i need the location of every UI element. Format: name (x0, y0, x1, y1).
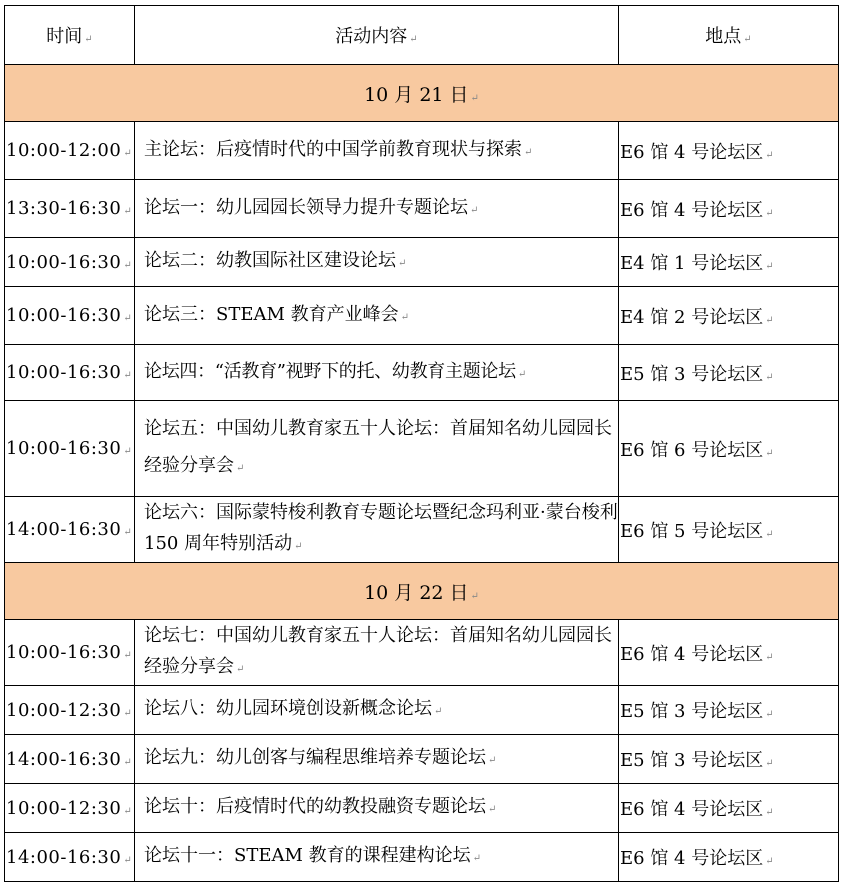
time-cell: 14:00-16:30 ↵ (5, 497, 135, 563)
table-row (5, 287, 839, 345)
location-cell: E6 馆 4 号论坛区 ↵ (619, 833, 839, 882)
activity-cell: 论坛三：STEAM 教育产业峰会 ↵ (135, 287, 619, 345)
activity-cell: 论坛四：“活教育”视野下的托、幼教育主题论坛 ↵ (135, 345, 619, 401)
location-cell: E4 馆 1 号论坛区 ↵ (619, 238, 839, 287)
date-row-day1 (5, 65, 839, 122)
location-cell: E5 馆 3 号论坛区 ↵ (619, 686, 839, 735)
header-location: 地点 ↵ (619, 6, 839, 65)
table-row (5, 180, 839, 238)
location-cell: E6 馆 4 号论坛区 ↵ (619, 784, 839, 833)
activity-cell: 主论坛：后疫情时代的中国学前教育现状与探索 ↵ (135, 122, 619, 180)
activity-cell: 论坛五：中国幼儿教育家五十人论坛：首届知名幼儿园园长经验分享会 ↵ (135, 401, 619, 497)
activity-cell: 论坛八：幼儿园环境创设新概念论坛 ↵ (135, 686, 619, 735)
activity-cell: 论坛十：后疫情时代的幼教投融资专题论坛 ↵ (135, 784, 619, 833)
header-row (5, 6, 839, 65)
location-cell: E6 馆 4 号论坛区 ↵ (619, 122, 839, 180)
table-row (5, 686, 839, 735)
table-row (5, 735, 839, 784)
time-cell: 10:00-12:30 ↵ (5, 784, 135, 833)
activity-cell: 论坛九：幼儿创客与编程思维培养专题论坛 ↵ (135, 735, 619, 784)
location-cell: E6 馆 4 号论坛区 ↵ (619, 180, 839, 238)
location-cell: E4 馆 2 号论坛区 ↵ (619, 287, 839, 345)
time-cell: 14:00-16:30 ↵ (5, 735, 135, 784)
time-cell: 10:00-16:30 ↵ (5, 238, 135, 287)
header-time: 时间 ↵ (5, 6, 135, 65)
time-cell: 10:00-12:30 ↵ (5, 686, 135, 735)
time-cell: 10:00-12:00 ↵ (5, 122, 135, 180)
activity-cell: 论坛一：幼儿园园长领导力提升专题论坛 ↵ (135, 180, 619, 238)
activity-cell: 论坛七：中国幼儿教育家五十人论坛：首届知名幼儿园园长经验分享会 ↵ (135, 620, 619, 686)
activity-cell: 论坛六：国际蒙特梭利教育专题论坛暨纪念玛利亚·蒙台梭利 150 周年特别活动 ↵ (135, 497, 619, 563)
activity-cell: 论坛十一：STEAM 教育的课程建构论坛 ↵ (135, 833, 619, 882)
table-row (5, 122, 839, 180)
time-cell: 10:00-16:30 ↵ (5, 401, 135, 497)
time-cell: 10:00-16:30 ↵ (5, 287, 135, 345)
table-row (5, 345, 839, 401)
date-row-day2 (5, 563, 839, 620)
time-cell: 10:00-16:30 ↵ (5, 345, 135, 401)
location-cell: E6 馆 4 号论坛区 ↵ (619, 620, 839, 686)
time-cell: 10:00-16:30 ↵ (5, 620, 135, 686)
time-cell: 13:30-16:30 ↵ (5, 180, 135, 238)
table-row (5, 497, 839, 563)
date-cell: 10 月 21 日 ↵ (5, 65, 839, 122)
time-cell: 14:00-16:30 ↵ (5, 833, 135, 882)
table-row (5, 238, 839, 287)
table-row (5, 620, 839, 686)
location-cell: E6 馆 5 号论坛区 ↵ (619, 497, 839, 563)
forum-schedule-table (4, 5, 839, 882)
date-cell: 10 月 22 日 ↵ (5, 563, 839, 620)
table-row (5, 784, 839, 833)
table-row (5, 833, 839, 882)
location-cell: E5 馆 3 号论坛区 ↵ (619, 735, 839, 784)
header-activity: 活动内容 ↵ (135, 6, 619, 65)
location-cell: E6 馆 6 号论坛区 ↵ (619, 401, 839, 497)
table-row (5, 401, 839, 497)
location-cell: E5 馆 3 号论坛区 ↵ (619, 345, 839, 401)
activity-cell: 论坛二：幼教国际社区建设论坛 ↵ (135, 238, 619, 287)
